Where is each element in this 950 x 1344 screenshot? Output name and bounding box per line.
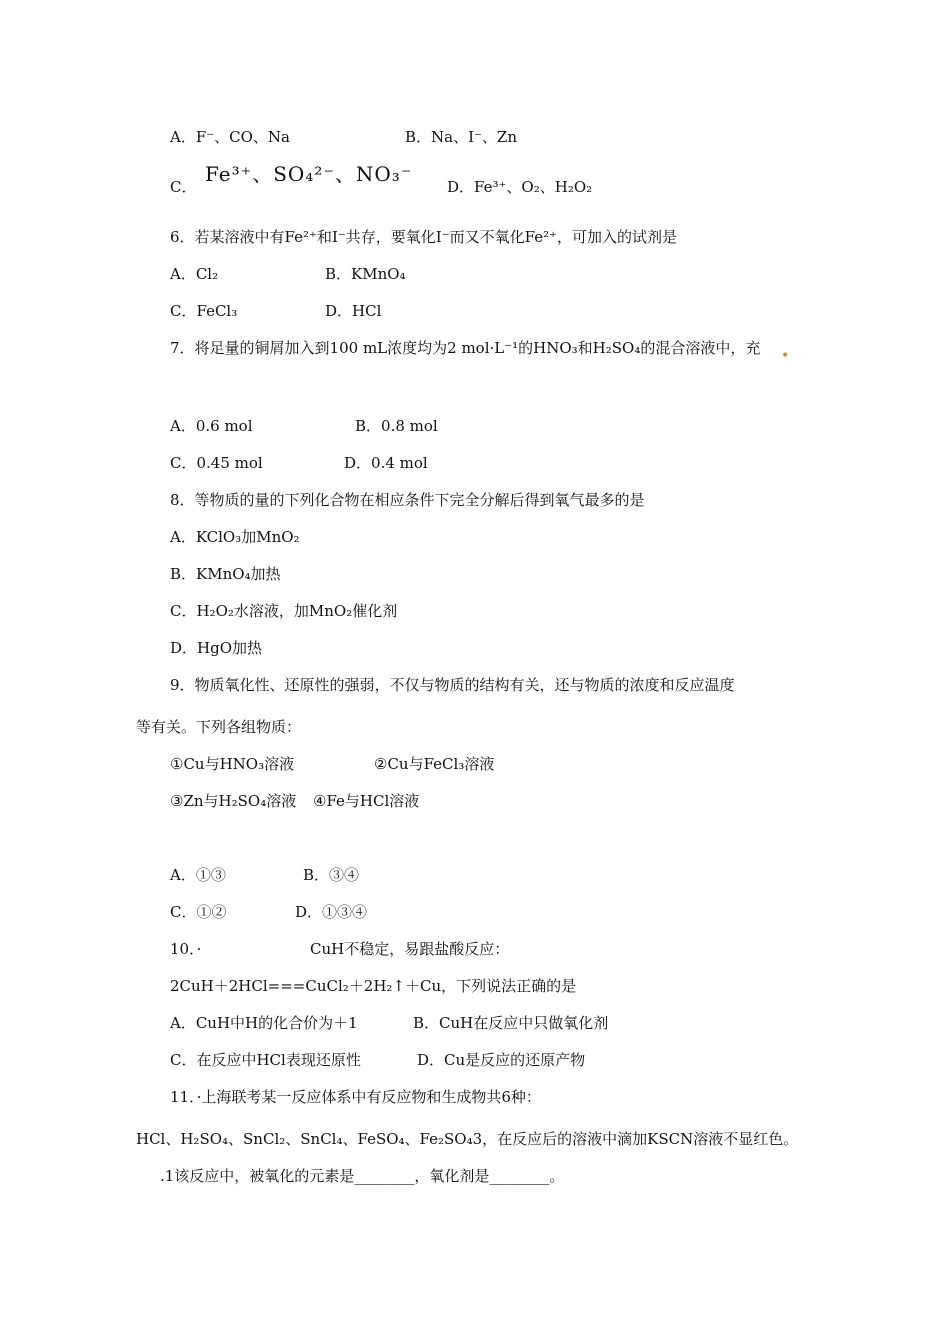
q7-option-a: A．0.6 mol [170, 417, 253, 435]
q9-option-a: A．①③ [170, 866, 226, 884]
q9-option-c: C．①② [170, 903, 227, 921]
q9-option-d: D．①③④ [295, 903, 368, 921]
q7-option-b: B．0.8 mol [355, 417, 438, 435]
q5-option-c-label: C． [170, 178, 197, 196]
q10-stem-line2: 2CuH＋2HCl===CuCl₂＋2H₂↑＋Cu，下列说法正确的是 [170, 977, 577, 995]
q8-stem: 8．等物质的量的下列化合物在相应条件下完全分解后得到氧气最多的是 [170, 491, 645, 509]
q5-option-a: A．F⁻、CO、Na [170, 128, 291, 146]
q9-option-b: B．③④ [303, 866, 360, 884]
q5-option-d: D．Fe³⁺、O₂、H₂O₂ [447, 178, 593, 196]
q9-stem-line1: 9．物质氧化性、还原性的强弱，不仅与物质的结构有关，还与物质的浓度和反应温度 [170, 676, 735, 694]
q5-c-ion-no3: NO₃⁻ [355, 162, 413, 186]
q6-option-b: B．KMnO₄ [325, 265, 406, 283]
q5-c-sep2: 、 [334, 162, 356, 186]
q6-option-a: A．Cl₂ [170, 265, 219, 283]
q5-c-ion-fe: Fe³⁺ [205, 162, 253, 186]
q5-c-ion-so4: SO₄²⁻ [273, 162, 335, 186]
q8-option-a: A．KClO₃加MnO₂ [170, 528, 300, 546]
q6-option-d: D．HCl [325, 302, 382, 320]
q5-c-sep1: 、 [252, 162, 274, 186]
q11-stem-line1: 11．·上海联考某一反应体系中有反应物和生成物共6种： [170, 1088, 541, 1106]
q7-option-d: D．0.4 mol [344, 454, 428, 472]
stray-dot-mark: • [781, 348, 790, 364]
q5-option-c-formula [205, 164, 412, 184]
q5-option-b: B．Na、I⁻、Zn [405, 128, 518, 146]
q10-option-b: B．CuH在反应中只做氧化剂 [413, 1014, 609, 1032]
q8-option-d: D．HgO加热 [170, 639, 263, 657]
q6-option-c: C．FeCl₃ [170, 302, 238, 320]
q9-item-3: ③Zn与H₂SO₄溶液 [170, 792, 297, 810]
q10-option-c: C．在反应中HCl表现还原性 [170, 1051, 361, 1069]
q10-option-a: A．CuH中H的化合价为＋1 [170, 1014, 358, 1032]
q7-stem: 7．将足量的铜屑加入到100 mL浓度均为2 mol·L⁻¹的HNO₃和H₂SO₄的混合溶液中，充 [170, 339, 761, 357]
q9-item-1: ①Cu与HNO₃溶液 [170, 755, 295, 773]
q10-number: 10．· [170, 940, 202, 958]
q9-item-4: ④Fe与HCl溶液 [313, 792, 420, 810]
q8-option-c: C．H₂O₂水溶液，加MnO₂催化剂 [170, 602, 398, 620]
q10-stem-line1: CuH不稳定，易跟盐酸反应： [310, 940, 510, 958]
q8-option-b: B．KMnO₄加热 [170, 565, 281, 583]
q7-option-c: C．0.45 mol [170, 454, 263, 472]
q11-part-1: .1该反应中，被氧化的元素是________，氧化剂是________。 [160, 1167, 565, 1185]
q11-stem-line2: HCl、H₂SO₄、SnCl₂、SnCl₄、FeSO₄、Fe₂SO₄3，在反应后的溶液中滴加KSCN溶液不显红色。 [136, 1130, 799, 1148]
q6-stem: 6．若某溶液中有Fe²⁺和I⁻共存，要氧化I⁻而又不氧化Fe²⁺，可加入的试剂是 [170, 228, 678, 246]
q9-item-2: ②Cu与FeCl₃溶液 [374, 755, 495, 773]
q10-option-d: D．Cu是反应的还原产物 [417, 1051, 586, 1069]
q9-stem-line2: 等有关。下列各组物质： [136, 718, 302, 736]
